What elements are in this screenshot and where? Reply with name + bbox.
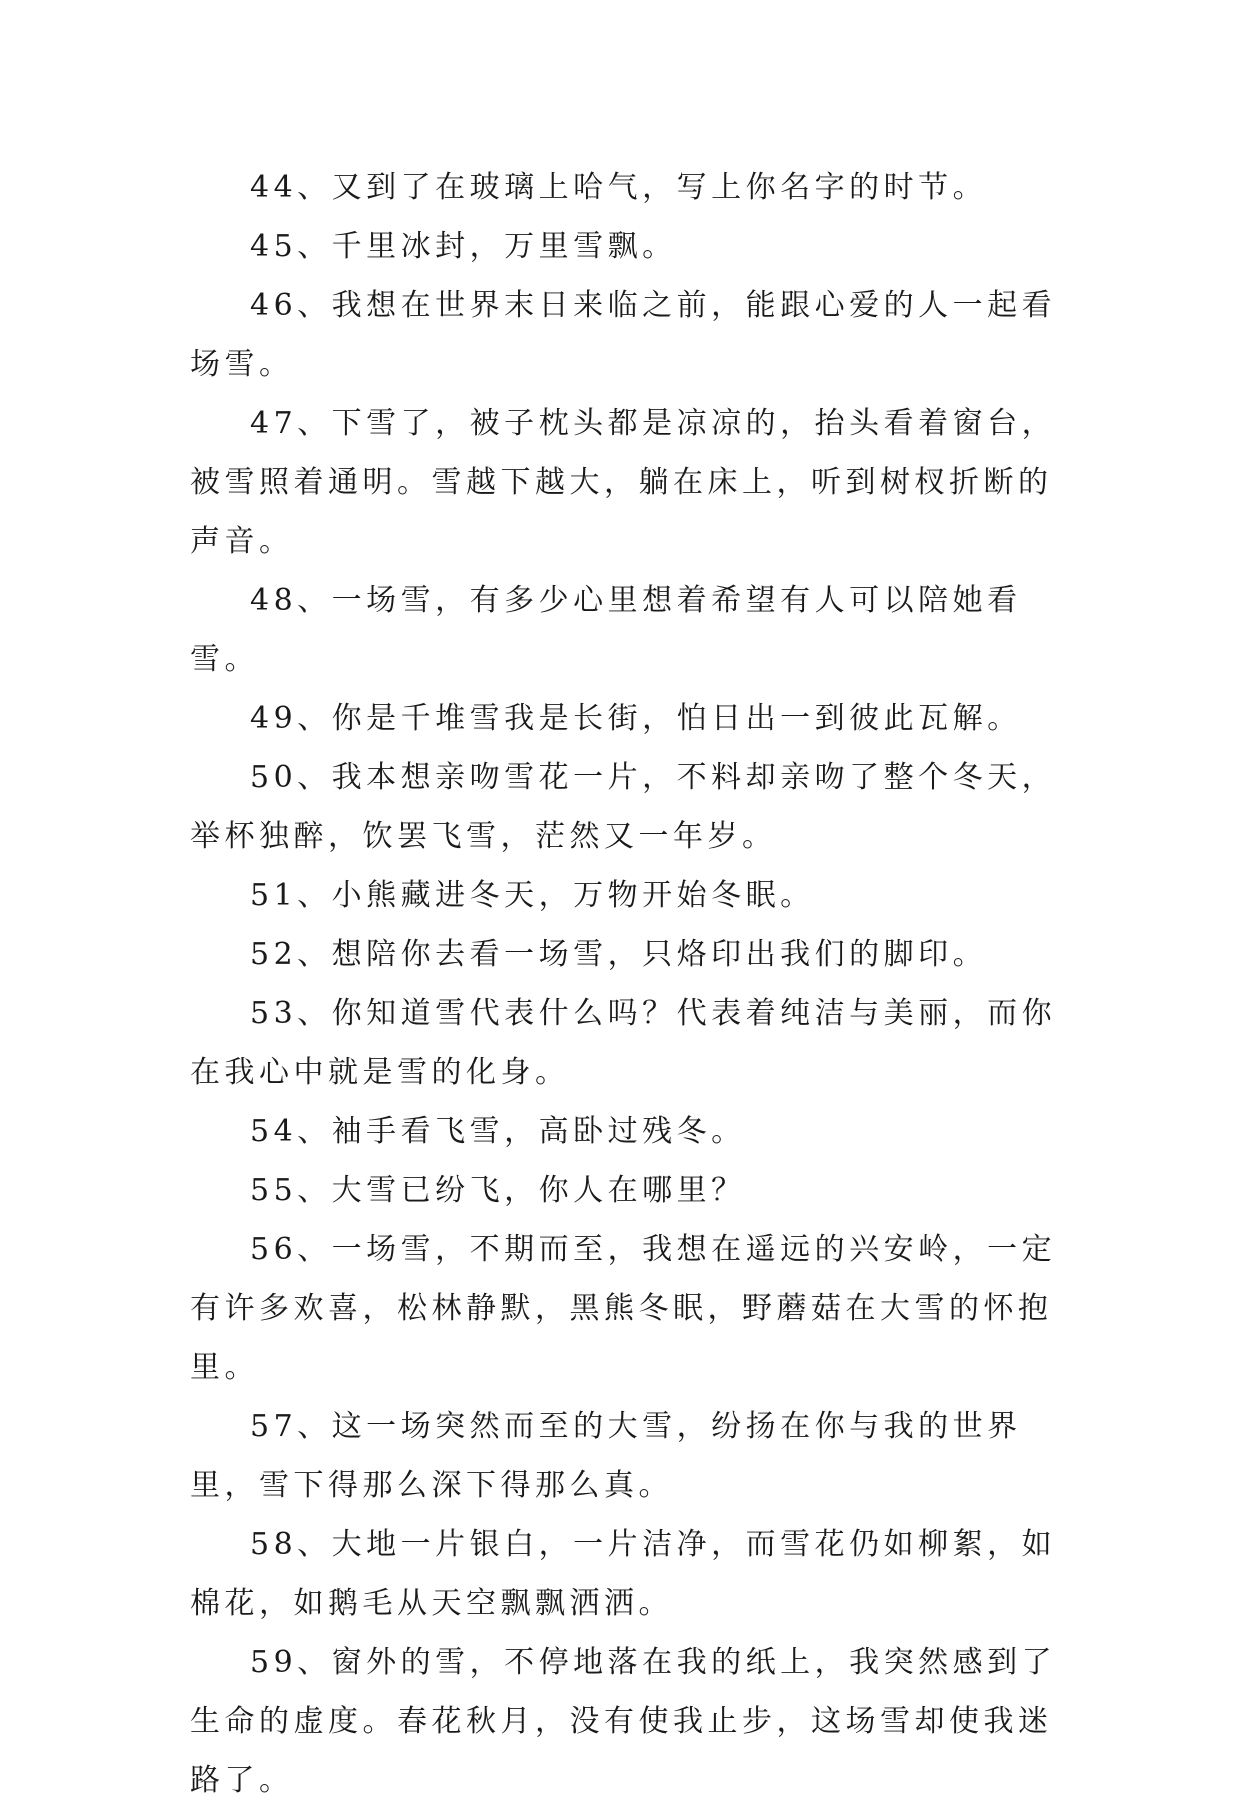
paragraph-45: 45、千里冰封，万里雪飘。 bbox=[250, 229, 677, 264]
paragraph-58: 58、大地一片银白，一片洁净，而雪花仍如柳絮，如棉花，如鹅毛从天空飘飘洒洒。 bbox=[190, 1527, 1057, 1621]
paragraph-52: 52、想陪你去看一场雪，只烙印出我们的脚印。 bbox=[250, 937, 988, 972]
document-body bbox=[190, 158, 1060, 1810]
paragraph-47: 47、下雪了，被子枕头都是凉凉的，抬头看着窗台，被雪照着通明。雪越下越大，躺在床上，听到树杈折断的声音。 bbox=[190, 406, 1057, 559]
paragraph-57: 57、这一场突然而至的大雪，纷扬在你与我的世界里，雪下得那么深下得那么真。 bbox=[190, 1409, 1022, 1503]
paragraph-49: 49、你是千堆雪我是长街，怕日出一到彼此瓦解。 bbox=[250, 701, 1022, 736]
paragraph-53: 53、你知道雪代表什么吗？代表着纯洁与美丽，而你在我心中就是雪的化身。 bbox=[190, 996, 1057, 1090]
paragraph-59: 59、窗外的雪，不停地落在我的纸上，我突然感到了生命的虚度。春花秋月，没有使我止步，这场雪却使我迷路了。 bbox=[190, 1645, 1057, 1798]
paragraph-46: 46、我想在世界末日来临之前，能跟心爱的人一起看场雪。 bbox=[190, 288, 1057, 382]
paragraph-50: 50、我本想亲吻雪花一片，不料却亲吻了整个冬天，举杯独醉，饮罢飞雪，茫然又一年岁。 bbox=[190, 760, 1057, 854]
paragraph-55: 55、大雪已纷飞，你人在哪里？ bbox=[250, 1173, 746, 1208]
paragraph-44: 44、又到了在玻璃上哈气，写上你名字的时节。 bbox=[250, 170, 988, 205]
paragraph-54: 54、袖手看飞雪，高卧过残冬。 bbox=[250, 1114, 746, 1149]
paragraph-51: 51、小熊藏进冬天，万物开始冬眠。 bbox=[250, 878, 815, 913]
paragraph-48: 48、一场雪，有多少心里想着希望有人可以陪她看雪。 bbox=[190, 583, 1022, 677]
paragraph-56: 56、一场雪，不期而至，我想在遥远的兴安岭，一定有许多欢喜，松林静默，黑熊冬眠，野蘑菇在大雪的怀抱里。 bbox=[190, 1232, 1057, 1385]
